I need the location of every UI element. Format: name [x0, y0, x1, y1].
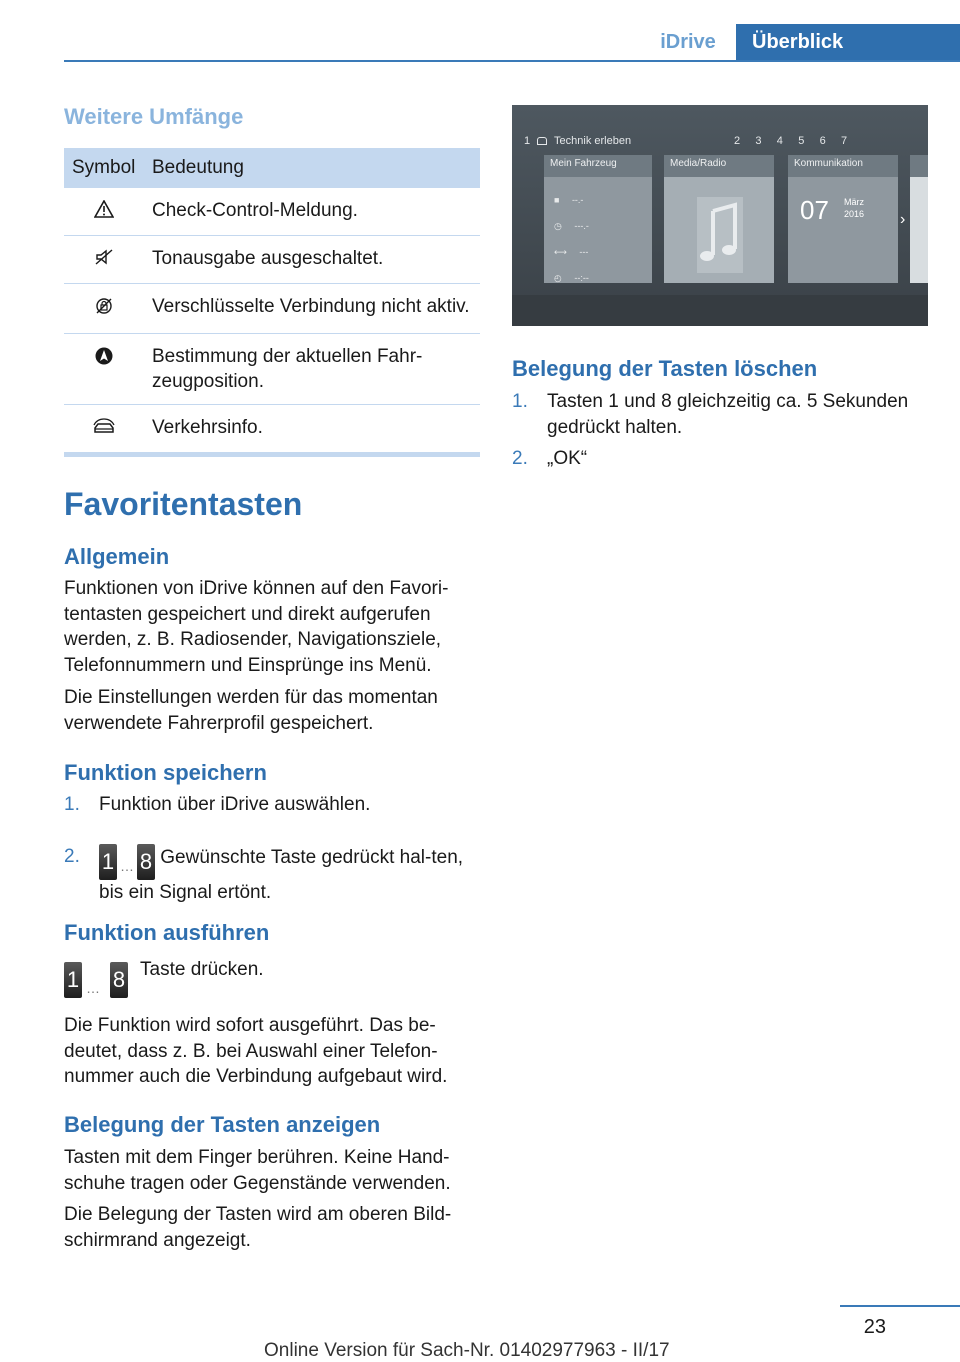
anzeigen-paragraph-1: Tasten mit dem Finger berühren. Keine Hand-schuhe tragen oder Gegenstände verwenden. — [64, 1147, 451, 1194]
chevron-right-icon: › — [900, 211, 906, 228]
speichern-step-1 — [64, 792, 480, 818]
favorite-key-8-icon: 8 — [137, 844, 155, 880]
car-icon — [537, 137, 547, 145]
ausfuehren-title: Funktion ausführen — [64, 920, 270, 945]
step-text: Tasten 1 und 8 gleichzeitig ca. 5 Sekunden gedrückt halten. — [547, 391, 909, 438]
loeschen-step-2 — [512, 446, 928, 472]
favorite-key-1-icon: 1 — [99, 844, 117, 880]
screen-tile-partial — [900, 155, 928, 283]
header-chapter: Überblick — [736, 24, 960, 62]
step-text: „OK“ — [547, 448, 588, 469]
speichern-step-2 — [64, 844, 480, 906]
ausfuehren-paragraph: Die Funktion wird sofort ausgeführt. Das be-deutet, dass z. B. bei Auswahl einer Telefon-nummer auch die Verbindung aufgebaut wird. — [64, 1015, 448, 1087]
screen-tile-communication — [788, 155, 898, 283]
symbols-table — [64, 148, 480, 457]
loeschen-step-1 — [512, 389, 928, 440]
screen-fav-numbers: 2 3 4 5 6 7 — [734, 135, 848, 147]
warning-triangle-icon — [64, 188, 144, 236]
symbol-meaning: Tonausgabe ausgeschaltet. — [144, 236, 480, 284]
speichern-step-2-text: Gewünschte Taste gedrückt hal-ten, bis ein Signal ertönt. — [99, 847, 464, 903]
header-section: iDrive — [660, 31, 716, 53]
allgemein-title: Allgemein — [64, 544, 170, 569]
unencrypted-connection-icon — [64, 284, 144, 334]
header-rule — [64, 60, 960, 62]
screen-tile-vehicle — [544, 155, 652, 283]
step-number: 2. — [512, 448, 528, 469]
screen-bottom-strip — [512, 295, 928, 326]
footer-rule — [840, 1305, 960, 1307]
step-number: 2. — [64, 846, 80, 867]
speichern-title: Funktion speichern — [64, 760, 267, 785]
step-text: Funktion über iDrive auswählen. — [99, 794, 371, 815]
tile-label: Media/Radio — [670, 158, 727, 169]
allgemein-paragraph-1: Funktionen von iDrive können auf den Favori-tentasten gespeichert und direkt aufgerufen werden, z. B. Radiosender, Navigationsziele, Telefonnummern und Einsprünge ins Menü. — [64, 578, 449, 676]
screen-favorites-bar — [524, 135, 920, 155]
screen-fav-1-label: Technik erleben — [554, 135, 632, 147]
favorite-key-1-icon: 1 — [64, 962, 82, 998]
col-symbol: Symbol — [64, 148, 144, 188]
screen-fav-1: 1 — [524, 135, 531, 147]
position-arrow-icon — [64, 334, 144, 405]
anzeigen-paragraph-2: Die Belegung der Tasten wird am oberen Bild-schirmrand angezeigt. — [64, 1204, 452, 1251]
symbol-meaning: Bestimmung der aktuellen Fahr-zeugposition. — [144, 334, 480, 405]
symbols-table-header — [64, 148, 480, 188]
music-note-icon — [689, 189, 751, 281]
table-row — [64, 188, 480, 236]
step-number: 1. — [64, 794, 80, 815]
tile-label: Kommunikation — [794, 158, 863, 169]
favorite-keys-graphic — [64, 960, 130, 1002]
table-row — [64, 334, 480, 405]
symbol-meaning: Verkehrsinfo. — [144, 405, 480, 455]
col-meaning: Bedeutung — [144, 148, 480, 188]
anzeigen-title: Belegung der Tasten anzeigen — [64, 1112, 381, 1137]
table-row — [64, 284, 480, 334]
symbol-meaning: Verschlüsselte Verbindung nicht aktiv. — [144, 284, 480, 334]
favorite-key-8-icon: 8 — [110, 962, 128, 998]
screen-date-year: 2016 — [844, 209, 865, 219]
page-number: 23 — [863, 1316, 886, 1338]
key-range-dots: … — [120, 858, 134, 874]
symbols-title: Weitere Umfänge — [64, 104, 244, 129]
allgemein-paragraph-2: Die Einstellungen werden für das momentan verwendete Fahrerprofil gespeichert. — [64, 687, 438, 734]
vehicle-stats-list: ■ --.- ◷ ---.- ⟷ --- ◴ --:-- — [554, 195, 589, 283]
step-text — [99, 844, 480, 906]
ausfuehren-key-text: Taste drücken. — [140, 959, 264, 980]
screen-date-day: 07 — [800, 195, 829, 225]
key-range-dots: … — [86, 980, 100, 996]
speaker-muted-icon — [64, 236, 144, 284]
table-row — [64, 236, 480, 284]
table-row — [64, 405, 480, 455]
tile-label: Mein Fahrzeug — [550, 158, 617, 169]
idrive-screen-image — [512, 105, 928, 326]
favoriten-title: Favoritentasten — [64, 486, 303, 522]
footer-online-version: Online Version für Sach-Nr. 01402977963 - II/17 — [264, 1340, 670, 1361]
screen-tile-media — [664, 155, 774, 283]
screen-date-month: März — [844, 197, 864, 207]
traffic-info-car-icon — [64, 405, 144, 455]
loeschen-title: Belegung der Tasten löschen — [512, 356, 818, 381]
symbol-meaning: Check-Control-Meldung. — [144, 188, 480, 236]
step-number: 1. — [512, 391, 528, 412]
